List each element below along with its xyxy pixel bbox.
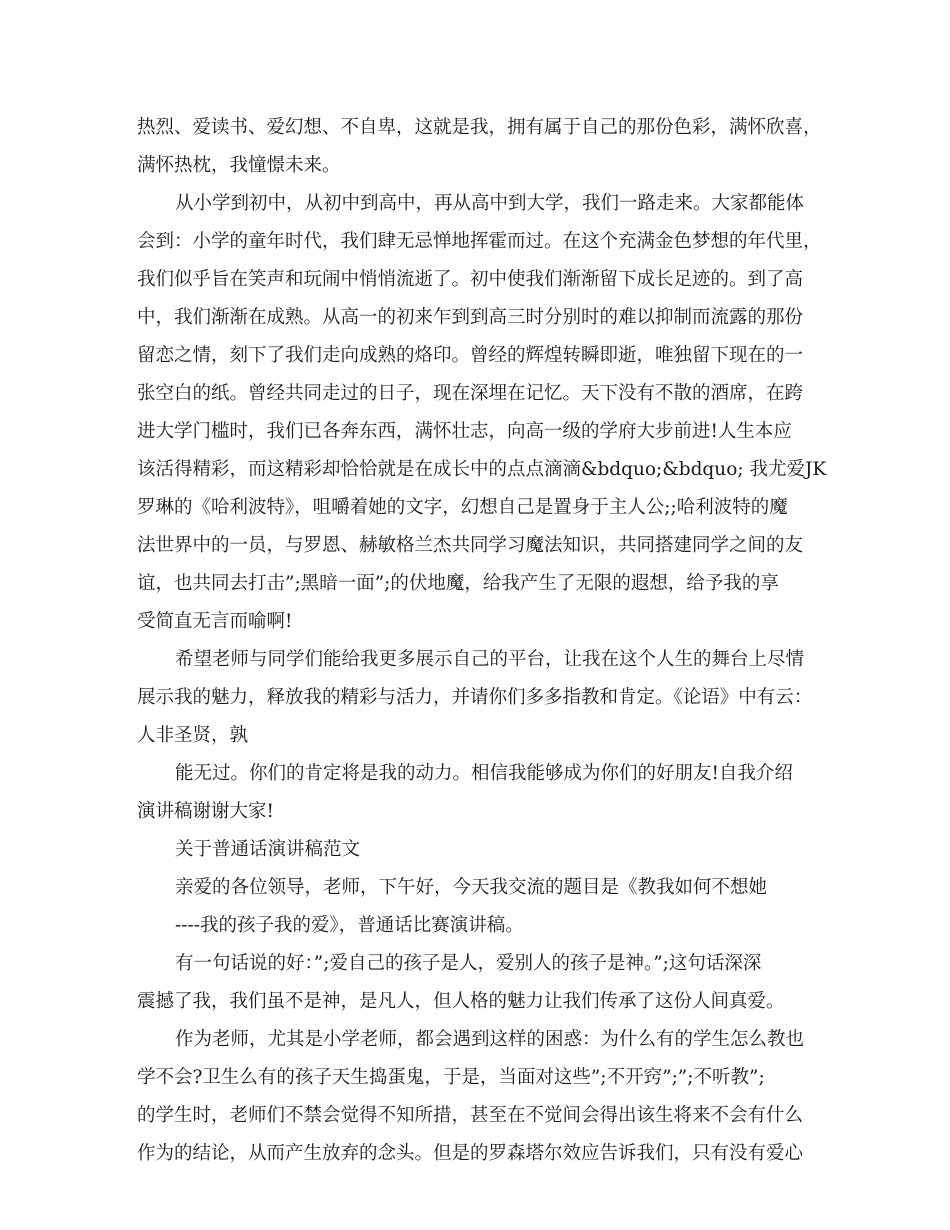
text-line: 进大学门槛时，我们已各奔东西，满怀壮志，向高一级的学府大步前进!人生本应 (137, 421, 792, 442)
paragraph-start-line: 亲爱的各位领导，老师，下午好，今天我交流的题目是《教我如何不想她 (175, 877, 768, 898)
text-line: 留恋之情，刻下了我们走向成熟的烙印。曾经的辉煌转瞬即逝，唯独留下现在的一 (137, 345, 804, 366)
text-line: 演讲稿谢谢大家! (137, 801, 274, 822)
paragraph-start-line: 能无过。你们的肯定将是我的动力。相信我能够成为你们的好朋友!自我介绍 (175, 763, 793, 784)
text-line: 张空白的纸。曾经共同走过的日子，现在深埋在记忆。天下没有不散的酒席，在跨 (137, 383, 804, 404)
text-line: 我们似乎旨在笑声和玩闹中悄悄流逝了。初中使我们渐渐留下成长足迹的。到了高 (137, 269, 804, 290)
text-line: 谊，也共同去打击”;黑暗一面”;的伏地魔，给我产生了无限的遐想，给予我的享 (137, 573, 779, 594)
text-line: 满怀热枕，我憧憬未来。 (137, 155, 341, 176)
text-line: 热烈、爱读书、爱幻想、不自卑，这就是我，拥有属于自己的那份色彩，满怀欣喜， (137, 117, 822, 138)
text-line: 人非圣贤，孰 (137, 725, 249, 746)
paragraph-start-line: 从小学到初中，从初中到高中，再从高中到大学，我们一路走来。大家都能体 (175, 193, 805, 214)
text-line: 震撼了我，我们虽不是神，是凡人，但人格的魅力让我们传承了这份人间真爱。 (137, 991, 785, 1012)
text-line: ----我的孩子我的爱》，普通话比赛演讲稿。 (175, 915, 524, 936)
text-line: 会到：小学的童年时代，我们肆无忌惮地挥霍而过。在这个充满金色梦想的年代里， (137, 231, 822, 252)
paragraph-start-line: 作为老师，尤其是小学老师，都会遇到这样的困惑：为什么有的学生怎么教也 (175, 1029, 805, 1050)
text-line: 学不会?卫生么有的孩子天生捣蛋鬼，于是，当面对这些”;不开窍”;”;不听教”; (137, 1067, 765, 1088)
text-line: 法世界中的一员，与罗恩、赫敏格兰杰共同学习魔法知识，共同搭建同学之间的友 (137, 535, 804, 556)
text-line: 中，我们渐渐在成熟。从高一的初来乍到到高三时分别时的难以抑制而流露的那份 (137, 307, 804, 328)
text-line: 该活得精彩，而这精彩却恰恰就是在成长中的点点滴滴&bdquo;&bdquo; 我尤爱JK (137, 459, 827, 480)
text-line: 受简直无言而喻啊! (137, 611, 293, 632)
paragraph-start-line: 有一句话说的好：”;爱自己的孩子是人，爱别人的孩子是神。”;这句话深深 (175, 953, 762, 974)
text-line: 作为的结论，从而产生放弃的念头。但是的罗森塔尔效应告诉我们，只有没有爱心 (137, 1143, 804, 1164)
paragraph-start-line: 希望老师与同学们能给我更多展示自己的平台，让我在这个人生的舞台上尽情 (175, 649, 805, 670)
text-line: 罗琳的《哈利波特》，咀嚼着她的文字，幻想自己是置身于主人公;;哈利波特的魔 (137, 497, 788, 518)
text-line: 的学生时，老师们不禁会觉得不知所措，甚至在不觉间会得出该生将来不会有什么 (137, 1105, 804, 1126)
section-heading: 关于普通话演讲稿范文 (175, 839, 361, 860)
text-line: 展示我的魅力，释放我的精彩与活力，并请你们多多指教和肯定。《论语》中有云： (137, 687, 813, 708)
